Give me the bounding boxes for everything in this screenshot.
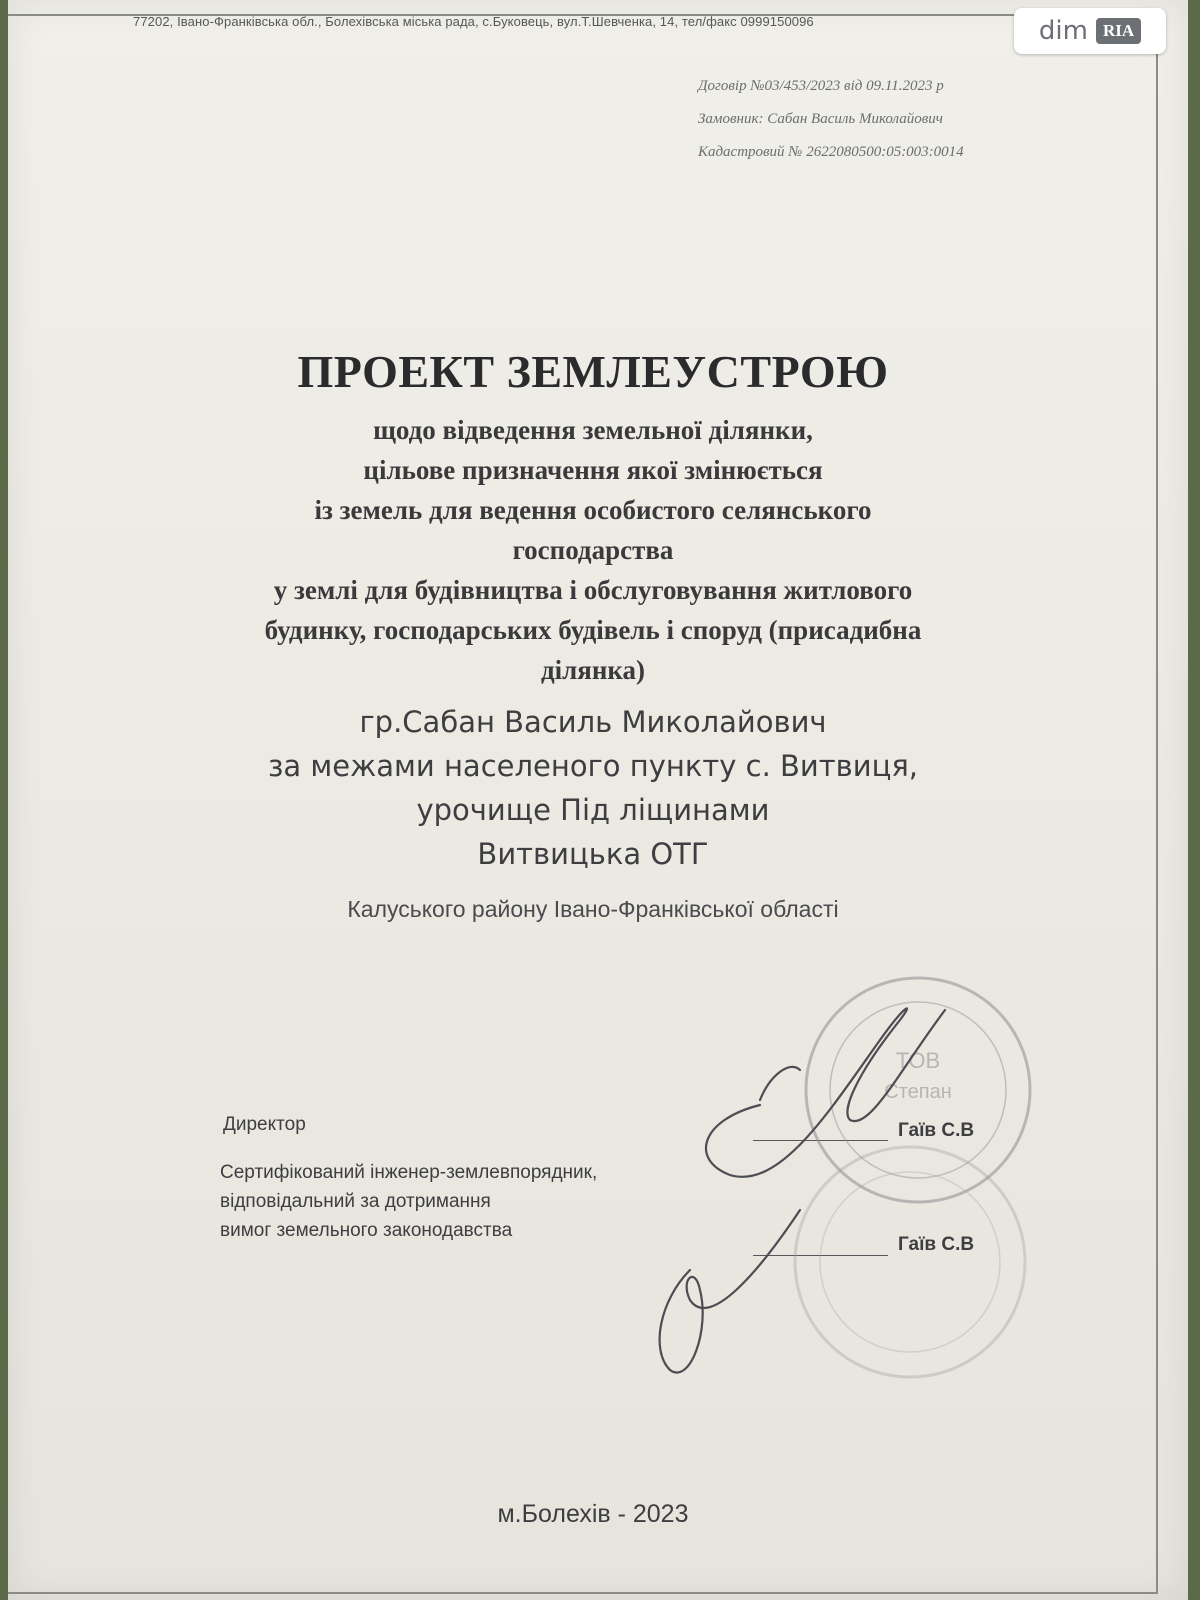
region-line: Калуського району Івано-Франківської області xyxy=(347,896,839,922)
location-line: за межами населеного пункту с. Витвиця, xyxy=(268,749,918,783)
location-line: урочище Під ліщинами xyxy=(416,793,770,827)
subtitle-line: із земель для ведення особистого селянського xyxy=(314,495,872,525)
director-label: Директор xyxy=(223,1114,306,1135)
director-signer: Гаїв С.В xyxy=(898,1120,975,1141)
engineer-label xyxy=(220,1158,597,1245)
subtitle-line: цільове призначення якої змінюється xyxy=(363,455,823,485)
engineer-signer: Гаїв С.В xyxy=(898,1234,975,1255)
contract-number: Договір №03/453/2023 від 09.11.2023 р xyxy=(698,78,944,94)
location-block xyxy=(8,700,1168,876)
stamp-text: Степан xyxy=(884,1081,952,1103)
dimria-watermark-logo xyxy=(1014,8,1166,54)
company-address: 77202, Івано-Франківська обл., Болехівська міська рада, с.Буковець, вул.Т.Шевченка, 14, тел/факс 0999150096 xyxy=(133,14,814,29)
document-page xyxy=(8,0,1188,1600)
subtitle-line: у землі для будівництва і обслуговування житлового xyxy=(273,575,913,605)
document-subtitle xyxy=(8,410,1168,690)
owner-name: гр.Сабан Василь Миколайович xyxy=(359,705,827,739)
engineer-line: вимог земельного законодавства xyxy=(220,1220,513,1241)
engineer-line: Сертифікований інженер-землевпорядник, xyxy=(220,1162,598,1183)
city-year: м.Болехів - 2023 xyxy=(497,1500,689,1528)
document-title: ПРОЕКТ ЗЕМЛЕУСТРОЮ xyxy=(297,346,889,397)
customer-name: Замовник: Сабан Василь Миколайович xyxy=(698,111,943,127)
contract-info xyxy=(698,70,1118,169)
logo-dim-text: dim xyxy=(1038,16,1088,46)
engineer-line: відповідальний за дотримання xyxy=(220,1191,491,1212)
signature-line xyxy=(753,1140,888,1141)
subtitle-line: щодо відведення земельної ділянки, xyxy=(373,415,813,445)
logo-ria-text: RIA xyxy=(1096,18,1141,44)
subtitle-line: господарства xyxy=(512,535,674,565)
subtitle-line: ділянка) xyxy=(540,655,646,685)
stamp-text: ТОВ xyxy=(895,1048,941,1073)
subtitle-line: будинку, господарських будівель і споруд (присадибна xyxy=(264,615,922,645)
community-name: Витвицька ОТГ xyxy=(477,837,709,871)
signature-line xyxy=(753,1255,888,1256)
cadastral-number: Кадастровий № 2622080500:05:003:0014 xyxy=(698,144,964,160)
